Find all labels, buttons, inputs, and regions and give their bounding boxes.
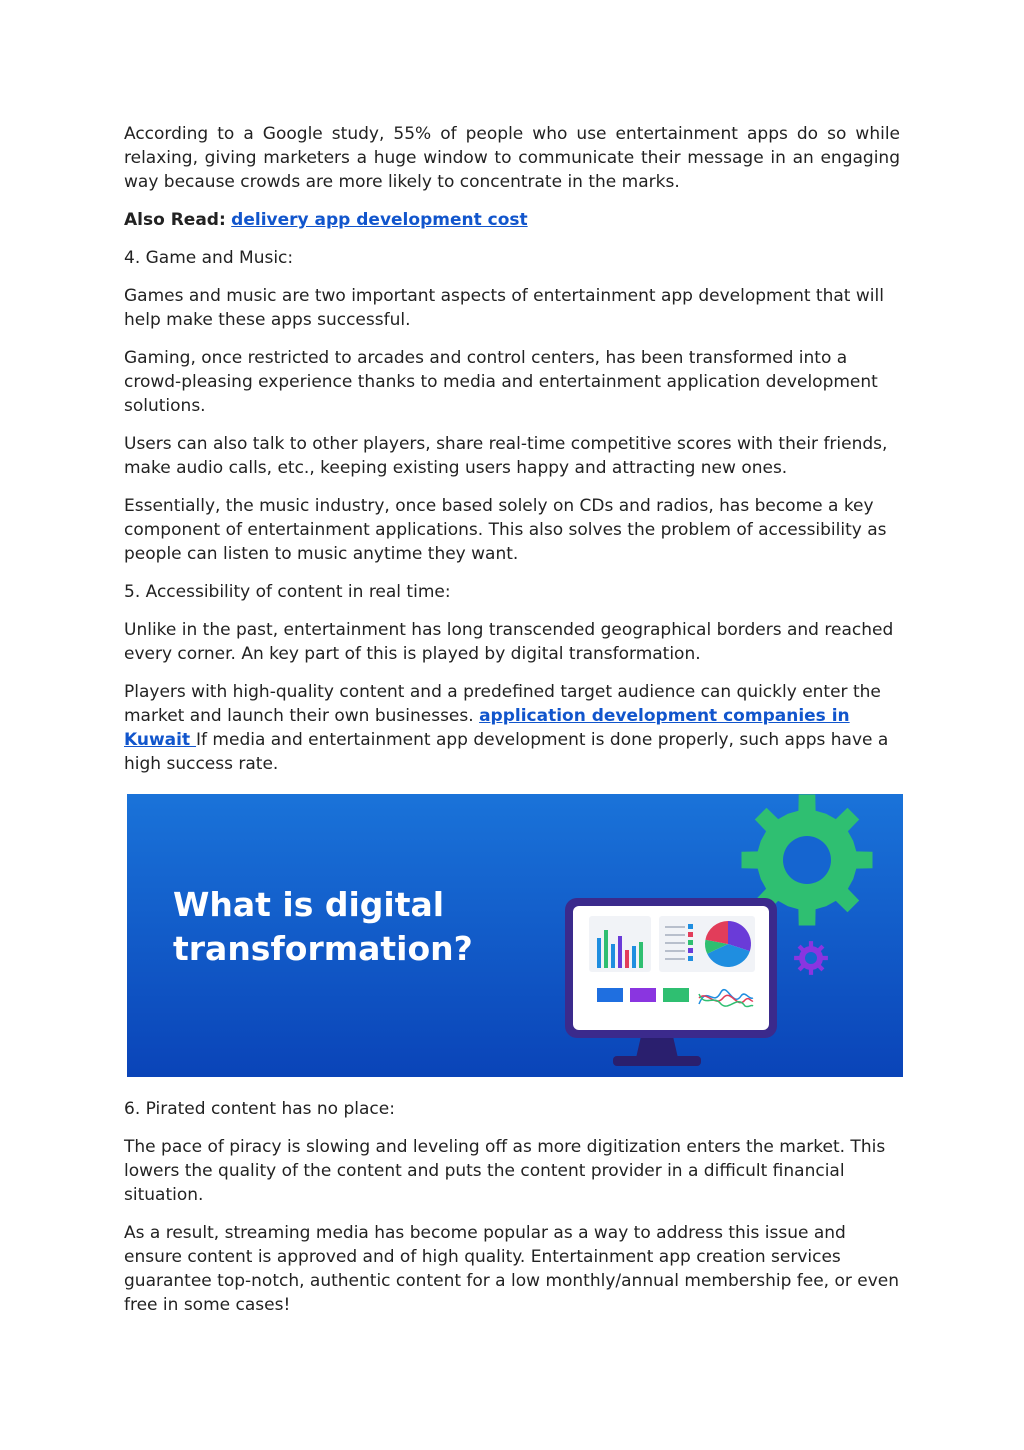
banner-title-line-2: transformation? (173, 929, 473, 968)
bar-chart-icon (589, 916, 651, 972)
legend-swatch (688, 924, 693, 929)
legend-line (665, 926, 685, 928)
bar (604, 930, 608, 968)
bar (618, 936, 622, 968)
access-text-after: If media and entertainment app development is done properly, such apps have a high success rate. (124, 730, 889, 774)
legend-swatch (688, 948, 693, 953)
section-heading-4: 4. Game and Music: (124, 248, 294, 268)
pie-chart-icon (659, 916, 755, 972)
games-paragraph-2: Gaming, once restricted to arcades and control centers, has been transformed into a crowd-pleasing experience thanks to media and entertainment application development solutions. (124, 348, 878, 416)
document-page (124, 122, 900, 1331)
games-paragraph-3: Users can also talk to other players, share real-time competitive scores with their friends, make audio calls, etc., keeping existing users happy and attracting new ones. (124, 434, 888, 478)
bar (611, 944, 615, 968)
bar (639, 942, 643, 968)
legend-swatch (688, 932, 693, 937)
access-paragraph-1: Unlike in the past, entertainment has long transcended geographical borders and reached every corner. An key part of this is played by digital transformation. (124, 620, 894, 664)
legend-swatch (688, 956, 693, 961)
kuwait-companies-link[interactable]: application development companies in Kuwait (124, 706, 850, 750)
games-paragraph-4: Essentially, the music industry, once based solely on CDs and radios, has become a key component of entertainment applications. This also solves the problem of accessibility as people can listen to music anytime they want. (124, 496, 887, 564)
piracy-paragraph-1: The pace of piracy is slowing and leveling off as more digitization enters the market. This lowers the quality of the content and puts the content provider in a difficult financial situation. (124, 1137, 886, 1205)
also-read-line (124, 208, 900, 232)
bar (632, 946, 636, 968)
legend-swatch (688, 940, 693, 945)
monitor-stand (613, 1056, 701, 1066)
legend-line (665, 942, 685, 944)
banner-title-line-1: What is digital (173, 885, 445, 924)
games-paragraph-1: Games and music are two important aspects of entertainment app development that will help make these apps successful. (124, 286, 884, 330)
gear-hole (805, 952, 817, 964)
digital-transformation-banner (127, 794, 903, 1077)
block-purple (630, 988, 656, 1002)
legend-line (665, 950, 685, 952)
piracy-paragraph-2: As a result, streaming media has become popular as a way to address this issue and ensure content is approved and of high quality. Entertainment app creation services guarantee top-notch, authentic content for a low monthly/annual membership fee, or even free in some cases! (124, 1223, 900, 1315)
legend-line (665, 934, 685, 936)
block-blue (597, 988, 623, 1002)
pie (705, 921, 751, 967)
bar (597, 938, 601, 968)
gear-hole (783, 836, 831, 884)
access-paragraph-2 (124, 680, 900, 776)
intro-paragraph: According to a Google study, 55% of people who use entertainment apps do so while relaxing, giving marketers a huge window to communicate their message in an engaging way because crowds are more likely to concentrate in the marks. (124, 124, 900, 192)
delivery-app-cost-link[interactable]: delivery app development cost (231, 210, 528, 230)
also-read-label: Also Read: (124, 210, 226, 230)
banner-image (127, 794, 903, 1077)
block-green (663, 988, 689, 1002)
legend-line (665, 958, 685, 960)
gear-small-icon (794, 941, 828, 975)
bar (625, 950, 629, 968)
section-heading-5: 5. Accessibility of content in real time: (124, 582, 451, 602)
section-heading-6: 6. Pirated content has no place: (124, 1099, 395, 1119)
access-text-before: Players with high-quality content and a predefined target audience can quickly enter the market and launch their own businesses. (124, 682, 881, 726)
